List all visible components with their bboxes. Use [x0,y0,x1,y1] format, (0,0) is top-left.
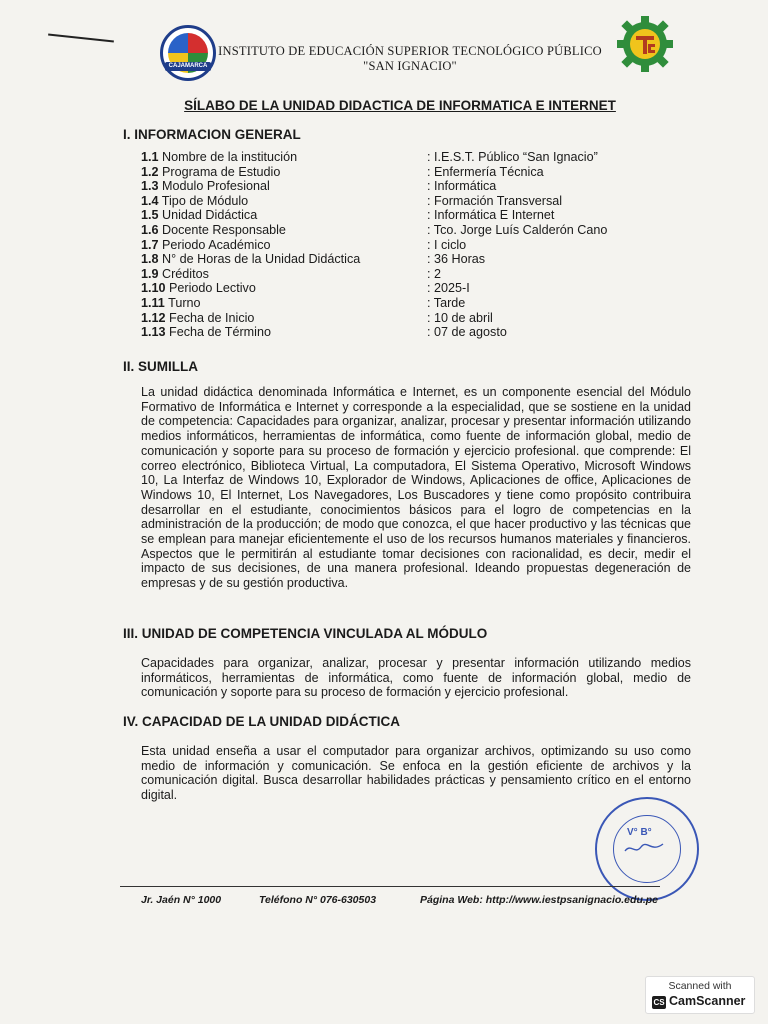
info-row: 1.7 Periodo Académico : I ciclo [141,237,467,252]
footer-divider [120,886,660,887]
footer-website: Página Web: http://www.iestpsanignacio.edu.pe [420,894,659,906]
info-row: 1.3 Modulo Profesional : Informática [141,179,497,194]
section-heading-sumilla: II. SUMILLA [123,359,198,374]
signature [623,841,665,855]
pen-mark [48,34,114,43]
info-row: 1.12 Fecha de Inicio : 10 de abril [141,310,493,325]
info-row: 1.10 Periodo Lectivo : 2025-I [141,281,470,296]
sumilla-paragraph: La unidad didáctica denominada Informática e Internet, es un componente esencial del Módulo Formativo de Informática e Internet y corresponde a la especialidad, que se sostiene en la unidad de competencia: Capacidades para organizar, analizar, procesar y presentar información utilizando medios informáticos, herramientas de informática, como fuente de información global, medio de comunicación y soporte para su proceso de formación y ejercicio profesional. que comprende: El correo electrónico, Biblioteca Virtual, La computadora, El Sistema Operativo, Microsoft Windows 10, La Interfaz de Windows 10, Explorador de Windows, Aplicaciones de office, Aplicaciones de Windows 10, El Internet, Los Navegadores, Los Buscadores y tiene como propósito contribuira desarrollar en el estudiante, conocimientos básicos para el logro de competencias en la administración de la producción; de modo que conozca, el que hacer productivo y las técnicas que se emplean para manejar eficientemente el uso de los recursos humanos materiales y financieros. Aspectos que le permitirán al estudiante tomar decisiones con racionalidad, es decir, medir el impacto de sus decisiones, de una manera profesional. Ideando propuestas degeneración de empresas y de su gestión productiva. [141,385,691,591]
info-row: 1.5 Unidad Didáctica : Informática E Internet [141,208,555,223]
info-row: 1.9 Créditos : 2 [141,266,442,281]
footer-address: Jr. Jaén N° 1000 [141,894,222,906]
cajamarca-logo: CAJAMARCA [160,25,216,81]
competencia-paragraph: Capacidades para organizar, analizar, procesar y presentar información utilizando medios informáticos, herramientas de informática, como fuente de información global, medio de comunicación y soporte para su proceso de formación y ejercicio profesional. [141,656,691,700]
info-row: 1.6 Docente Responsable : Tco. Jorge Luís Calderón Cano [141,222,608,237]
section-heading-capacidad: IV. CAPACIDAD DE LA UNIDAD DIDÁCTICA [123,714,401,729]
info-row: 1.13 Fecha de Término : 07 de agosto [141,325,507,340]
footer-phone: Teléfono N° 076-630503 [259,894,377,906]
institute-gear-logo [617,14,673,74]
info-row: 1.4 Tipo de Módulo : Formación Transversal [141,193,563,208]
institute-name: INSTITUTO DE EDUCACIÓN SUPERIOR TECNOLÓGICO PÚBLICO "SAN IGNACIO" [218,44,602,73]
general-info-list [141,150,661,340]
approval-stamp: V° B° [595,797,699,901]
info-row: 1.8 N° de Horas de la Unidad Didáctica : 36 Horas [141,252,486,267]
section-heading-competencia: III. UNIDAD DE COMPETENCIA VINCULADA AL MÓDULO [123,626,488,641]
capacidad-paragraph: Esta unidad enseña a usar el computador para organizar archivos, optimizando su uso como medio de información y comunicación. Se enfoca en la gestión eficiente de archivos y la comunicación digital. Busca desarrollar habilidades prácticas y pensamiento crítico en el entorno digital. [141,744,691,803]
camscanner-logo-icon: CS [653,998,665,1007]
info-row: 1.11 Turno : Tarde [141,295,466,310]
section-heading-general-info: I. INFORMACION GENERAL [123,127,301,142]
document-title: SÍLABO DE LA UNIDAD DIDACTICA DE INFORMATICA E INTERNET [184,98,616,113]
camscanner-watermark: Scanned with CS CamScanner [645,976,755,1014]
info-row: 1.1 Nombre de la institución : I.E.S.T. Público “San Ignacio” [141,150,598,164]
info-row: 1.2 Programa de Estudio : Enfermería Técnica [141,164,544,179]
